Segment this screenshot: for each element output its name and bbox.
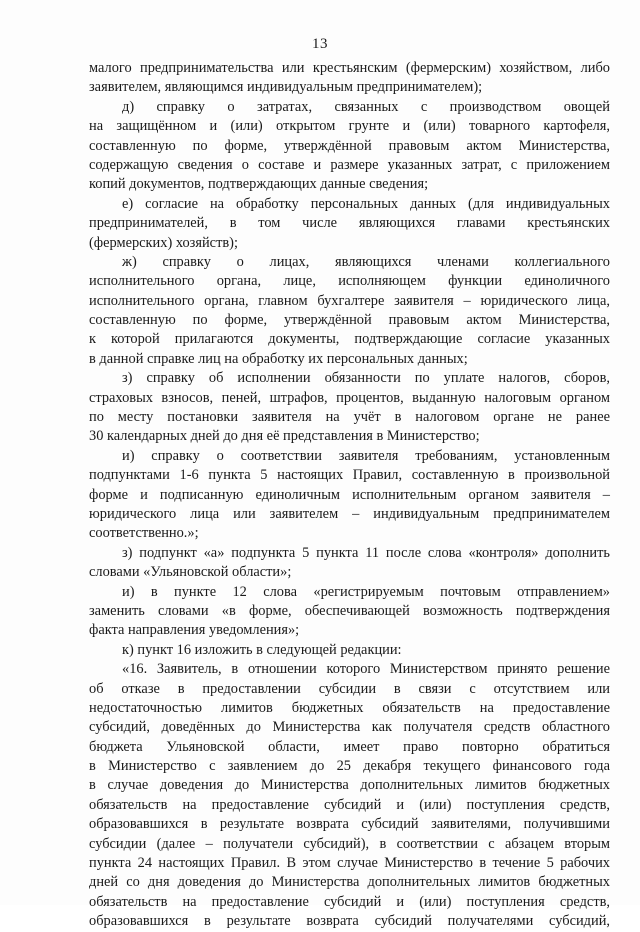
text-line: 30 календарных дней до дня её представления в Министерство;	[89, 428, 480, 445]
text-line: в Министерство с заявлением до 25 декабря текущего финансового года	[89, 758, 610, 775]
text-line: пункта 24 настоящих Правил. В этом случае Министерство в течение 5 рабочих	[89, 855, 610, 872]
text-line: исполнительного органа, лице, исполняющем функции единоличного	[89, 273, 610, 290]
text-line: (фермерских) хозяйств);	[89, 234, 238, 251]
text-line: словами «Ульяновской области»;	[89, 564, 292, 581]
text-line: малого предпринимательства или крестьянским (фермерским) хозяйством, либо	[89, 60, 610, 76]
text-line: обязательств на предоставление субсидий и (или) поступления средств,	[89, 893, 610, 910]
text-line: недостаточностью лимитов бюджетных обязательств на предоставление	[89, 699, 610, 716]
text-line: дней со дня доведения до Министерства дополнительных лимитов бюджетных	[89, 874, 610, 891]
text-line: по месту постановки заявителя на учёт в налоговом органе не ранее	[89, 409, 610, 426]
text-line: к) пункт 16 изложить в следующей редакции:	[122, 641, 402, 658]
text-line: об отказе в предоставлении субсидии в связи с отсутствием или	[89, 680, 610, 697]
text-line: и) справку о соответствии заявителя требованиям, установленным	[122, 447, 610, 464]
text-line: копий документов, подтверждающих данные сведения;	[89, 176, 429, 193]
page-number: 13	[312, 36, 328, 52]
text-line: бюджета Ульяновской области, имеет право повторно обратиться	[89, 738, 610, 755]
text-line: составленную по форме, утверждённой правовым актом Министерства,	[89, 137, 610, 154]
text-line: образовавшихся в результате возврата субсидий заявителями, получившими	[89, 816, 610, 833]
document-body	[89, 59, 610, 932]
text-line: в данной справке лиц на обработку их персональных данных;	[89, 350, 468, 367]
text-line: страховых взносов, пеней, штрафов, процентов, выданную налоговым органом	[89, 389, 610, 406]
text-line: предпринимателей, в том числе являющихся главами крестьянских	[89, 215, 610, 232]
text-line: обязательств на предоставление субсидий и (или) поступления средств,	[89, 796, 610, 813]
text-line: юридического лица или заявителем – индивидуальным предпринимателем	[89, 505, 610, 522]
text-line: образовавшихся в результате возврата субсидий получателями субсидий,	[89, 913, 610, 930]
text-line: содержащую сведения о составе и размере указанных затрат, с приложением	[89, 156, 610, 173]
text-line: подпунктами 1-6 пункта 5 настоящих Правил, составленную в произвольной	[89, 467, 610, 484]
text-line: ж) справку о лицах, являющихся членами коллегиального	[122, 253, 610, 270]
text-line: факта направления уведомления»;	[89, 622, 300, 639]
text-line: на защищённом и (или) открытом грунте и (или) товарного картофеля,	[89, 118, 610, 135]
text-line: в случае доведения до Министерства дополнительных лимитов бюджетных	[89, 777, 610, 794]
text-line: з) справку об исполнении обязанности по уплате налогов, сборов,	[122, 370, 610, 387]
text-line: заявителем, являющимся индивидуальным предпринимателем);	[89, 79, 483, 96]
text-line: «16. Заявитель, в отношении которого Министерством принято решение	[122, 661, 610, 678]
text-line: з) подпункт «а» подпункта 5 пункта 11 после слова «контроля» дополнить	[122, 544, 610, 561]
text-line: д) справку о затратах, связанных с производством овощей	[122, 98, 610, 115]
text-line: субсидии (далее – получатели субсидий), в соответствии с абзацем вторым	[89, 835, 610, 852]
text-line: субсидий, доведённых до Министерства как получателя средств областного	[89, 719, 610, 736]
text-line: к которой прилагаются документы, подтверждающие согласие указанных	[89, 331, 610, 348]
text-line: исполнительного органа, главном бухгалтере заявителя – юридического лица,	[89, 292, 610, 309]
text-line: соответственно.»;	[89, 525, 199, 542]
text-line: составленную по форме, утверждённой правовым актом Министерства,	[89, 312, 610, 329]
text-line: е) согласие на обработку персональных данных (для индивидуальных	[122, 195, 610, 212]
text-line: и) в пункте 12 слова «регистрируемым почтовым отправлением»	[122, 583, 610, 600]
text-line: форме и подписанную единоличным исполнительным органом заявителя –	[89, 486, 610, 503]
text-line: заменить словами «в форме, обеспечивающей возможность подтверждения	[89, 602, 610, 619]
